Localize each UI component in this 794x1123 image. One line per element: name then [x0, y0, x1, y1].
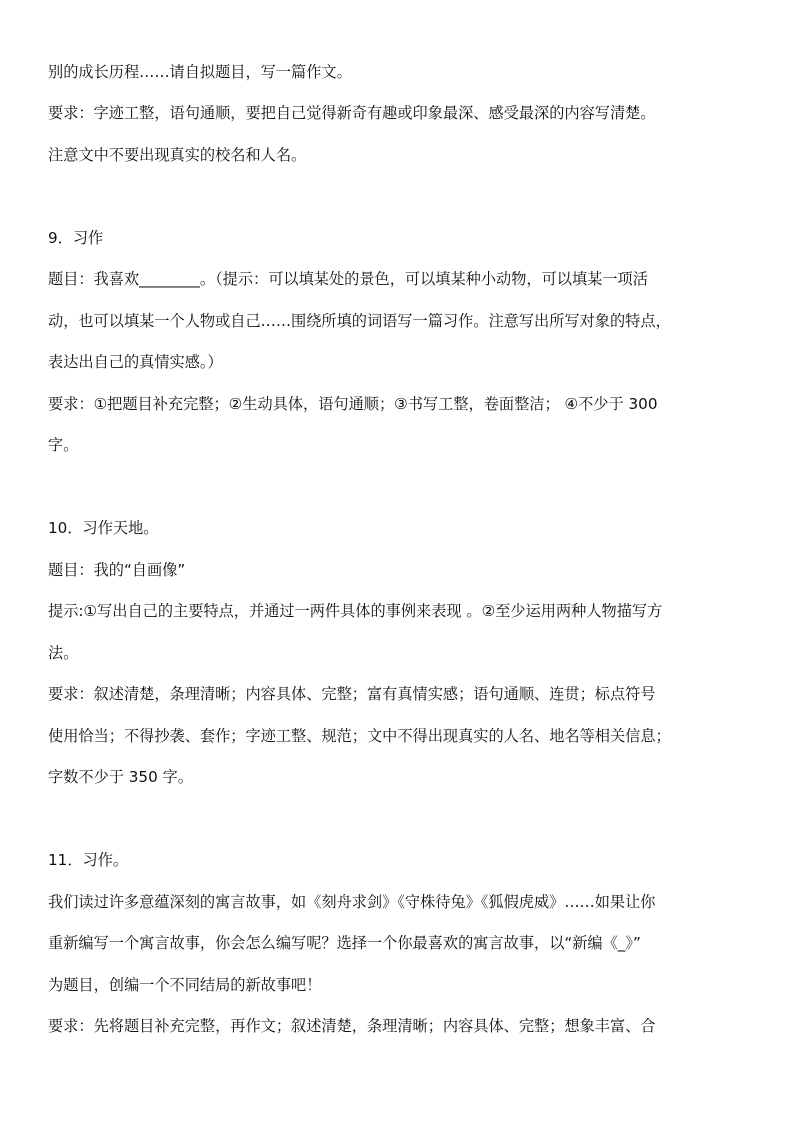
q11-heading: 11．习作。 — [48, 851, 129, 869]
q10-tip-line-1: 提示:①写出自己的主要特点，并通过一两件具体的事例来表现 。②至少运用两种人物描写方 — [48, 602, 663, 620]
q9-topic-line-3: 表达出自己的真情实感。） — [48, 353, 223, 371]
q11-requirement-line-1: 要求：先将题目补充完整，再作文；叙述清楚，条理清晰；内容具体、完整；想象丰富、合 — [48, 1017, 656, 1035]
intro-line-1: 别的成长历程……请自拟题目，写一篇作文。 — [48, 63, 352, 81]
q10-requirement-line-2: 使用恰当；不得抄袭、套作；字迹工整、规范；文中不得出现真实的人名、地名等相关信息； — [48, 727, 671, 745]
q10-requirement-line-3: 字数不少于 350 字。 — [48, 768, 193, 786]
q11-body-line-3: 为题目，创编一个不同结局的新故事吧！ — [48, 976, 322, 994]
q10-heading: 10．习作天地。 — [48, 519, 159, 537]
q9-heading: 9．习作 — [48, 229, 104, 247]
q10-tip-line-2: 法。 — [48, 644, 79, 662]
intro-requirement: 要求：字迹工整，语句通顺，要把自己觉得新奇有趣或印象最深、感受最深的内容写清楚。 — [48, 104, 656, 122]
q10-topic: 题目：我的“自画像” — [48, 561, 186, 579]
q10-requirement-line-1: 要求：叙述清楚，条理清晰；内容具体、完整；富有真情实感；语句通顺、连贯；标点符号 — [48, 685, 656, 703]
q9-requirement-line-2: 字。 — [48, 436, 79, 454]
q9-topic-line-2: 动，也可以填某一个人物或自己……围绕所填的词语写一篇习作。注意写出所写对象的特点， — [48, 312, 671, 330]
q9-requirement-line-1: 要求：①把题目补充完整；②生动具体，语句通顺；③书写工整，卷面整洁； ④不少于 300 — [48, 395, 658, 413]
q11-body-line-1: 我们读过许多意蕴深刻的寓言故事，如《刻舟求剑》《守株待兔》《狐假虎威》……如果让你 — [48, 893, 656, 911]
intro-note: 注意文中不要出现真实的校名和人名。 — [48, 146, 307, 164]
q9-topic-line-1: 题目：我喜欢________。（提示：可以填某处的景色，可以填某种小动物，可以填某一项活 — [48, 270, 648, 288]
q11-body-line-2: 重新编写一个寓言故事，你会怎么编写呢？选择一个你最喜欢的寓言故事，以“新编《_》” — [48, 934, 641, 952]
